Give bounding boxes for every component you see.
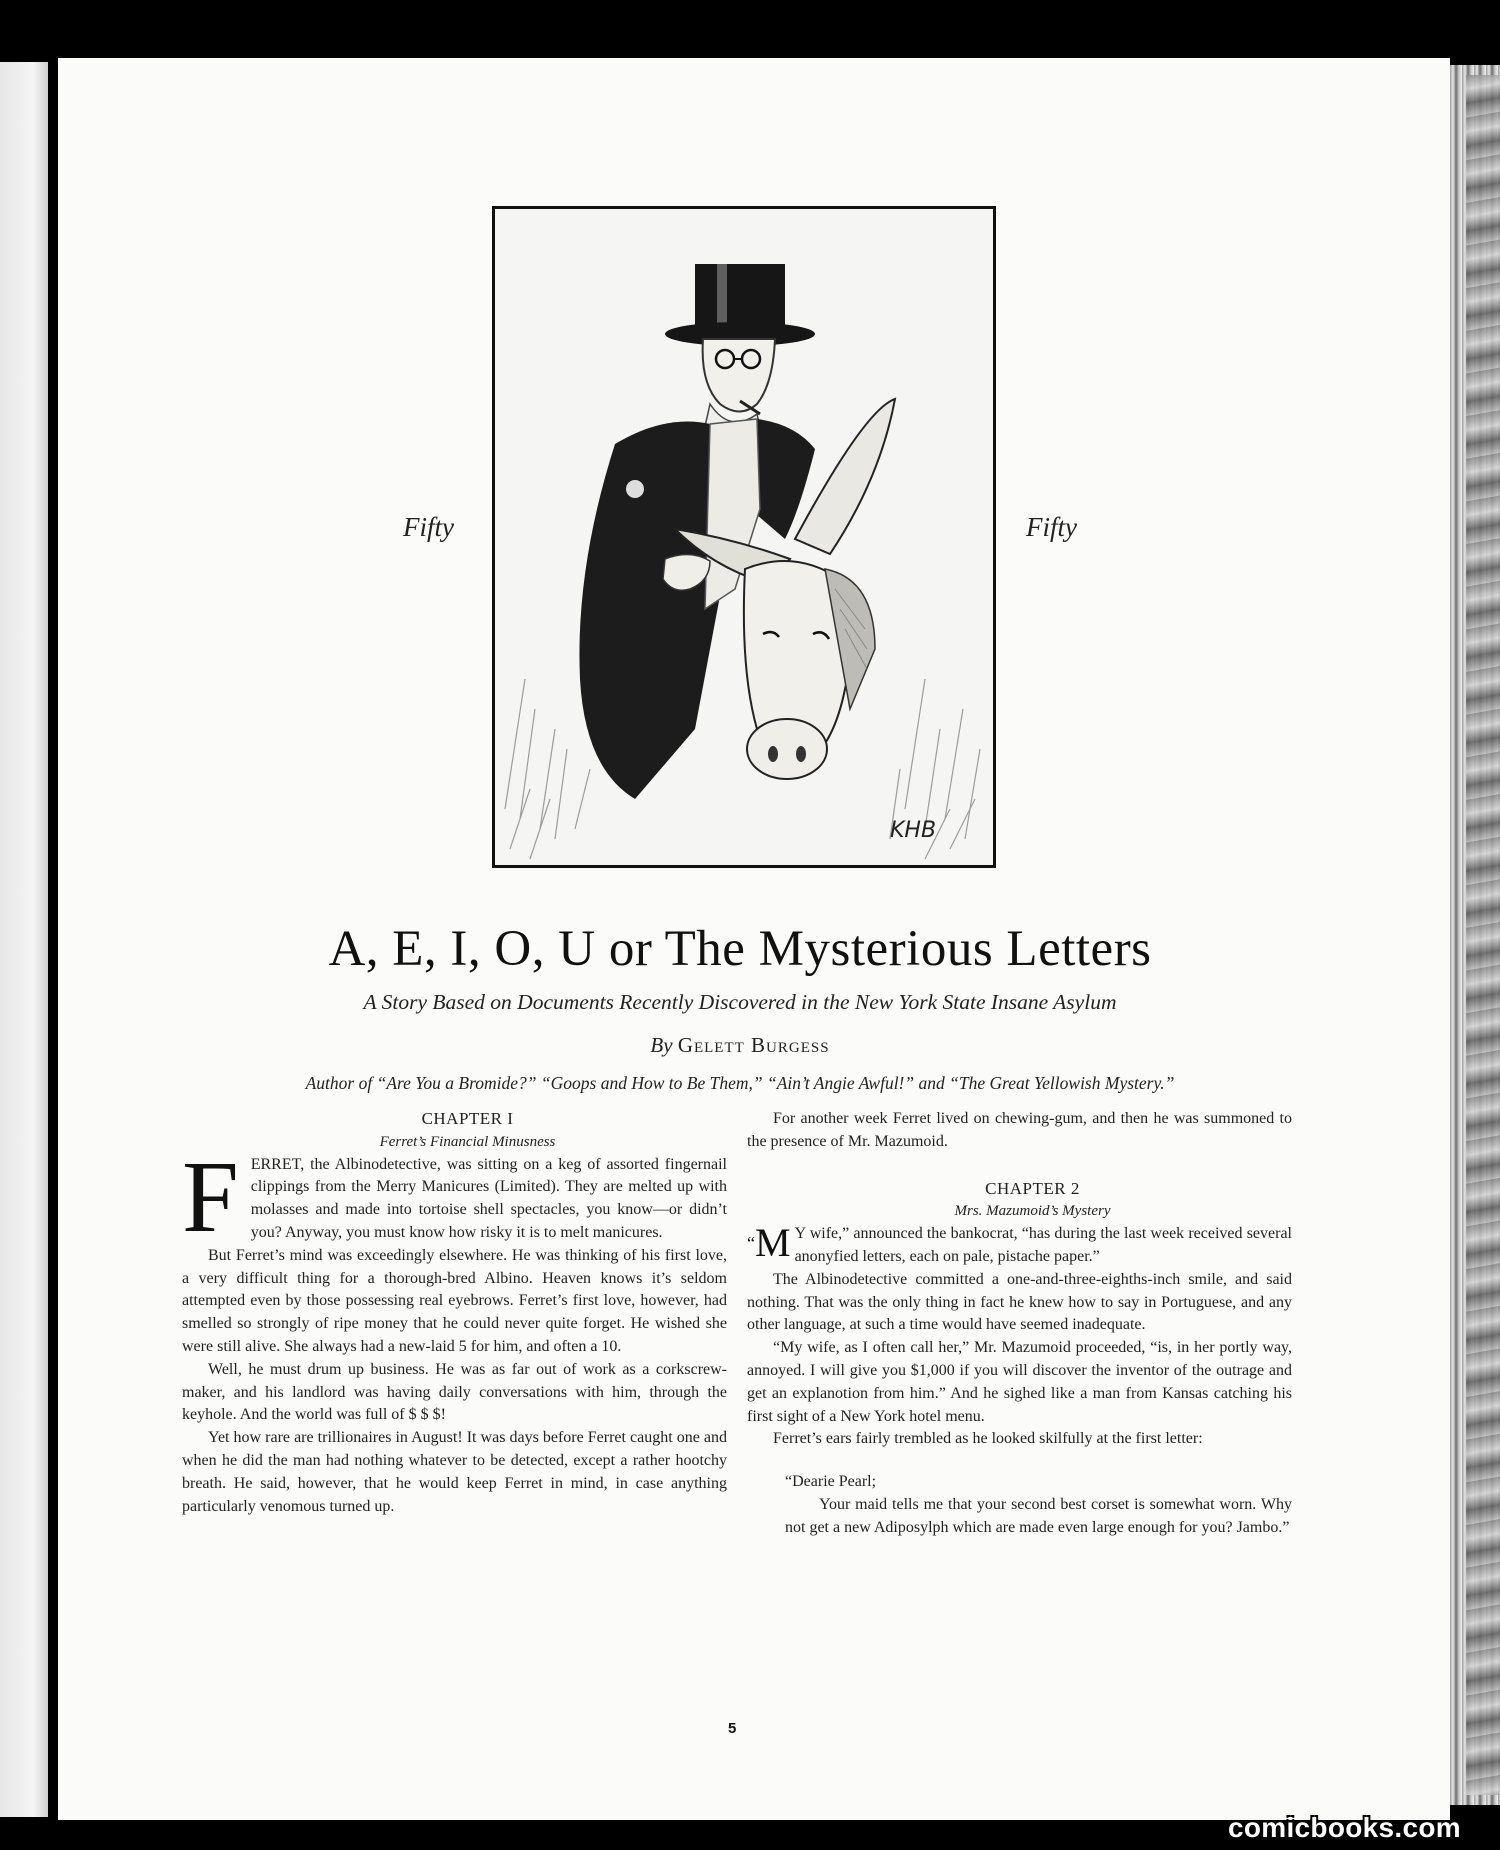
chapter-heading: CHAPTER I: [421, 1109, 514, 1128]
opening-paragraph: [747, 1220, 1292, 1269]
drop-cap: F: [182, 1140, 239, 1254]
chapter-heading: CHAPTER 2: [985, 1178, 1080, 1198]
paragraph: For another week Ferret lived on chewing-gum, and then he was summoned to the presence of Mr. Mazumoid.: [747, 1110, 1292, 1150]
byline: [140, 1033, 1340, 1058]
previous-page-edge: [0, 62, 48, 1817]
paragraph: “My wife, as I often call her,” Mr. Mazumoid proceeded, “is, in her portly way, annoyed. I will give you $1,000 if you will discover the inventor of the outrage and get an explanotion from him.” And he sighed like a man from Kansas catching his first sight of a New York hotel menu.: [747, 1339, 1292, 1425]
page-number: 5: [728, 1720, 737, 1737]
drop-cap-quote: “: [747, 1233, 755, 1254]
chapter-subtitle: Mrs. Mazumoid’s Mystery: [954, 1203, 1111, 1220]
left-column: [182, 1108, 727, 1518]
letter-salutation: “Dearie Pearl;: [785, 1473, 877, 1491]
drop-cap: [747, 1220, 791, 1266]
byline-author: Gelett Burgess: [677, 1033, 830, 1057]
paragraph: Yet how rare are trillionaires in August! It was days before Ferret caught one and when he did the man had nothing whatever to be detected, except a rather hootchy breath. He said, however, that he would keep Ferret in mind, in case anything particularly venomous turned up.: [182, 1429, 727, 1515]
quoted-letter: [785, 1471, 1292, 1539]
letter-body: Your maid tells me that your second best corset is somewhat worn. Why not get a new Adiposylph which are made even large enough for you? Jambo.”: [785, 1495, 1292, 1536]
byline-prefix: By: [650, 1033, 673, 1057]
side-caption-left: Fifty: [403, 512, 454, 542]
story-illustration: [492, 206, 996, 868]
paragraph: But Ferret’s mind was exceedingly elsewhere. He was thinking of his first love, a very difficult thing for a thorough-bred Albino. Heaven knows it’s seldom attempted even by those possessing real eyebrows. Ferret’s first love, however, had smelled so strongly of ripe money that he could never quite forget. He wished she were still alive. She always had a new-laid 5 for him, and often a 10.: [182, 1246, 727, 1355]
paragraph-text: ERRET, the Albinodetective, was sitting on a keg of assorted fingernail clippings from the Merry Manicures (Limited). They are melted up with molasses and made into tortoise shell spectacles, you know—or didn’t you? Anyway, you must know how risky it is to melt manicures.: [250, 1155, 727, 1241]
side-caption-right: Fifty: [1026, 512, 1077, 542]
story-title: A, E, I, O, U or The Mysterious Letters: [328, 921, 1152, 977]
chapter-subtitle: Ferret’s Financial Minusness: [379, 1133, 556, 1150]
illustration-signature: KHB: [890, 818, 937, 843]
author-credit: Author of “Are You a Bromide?” “Goops and How to Be Them,” “Ain’t Angie Awful!” and “The Great Yellowish Mystery.”: [305, 1073, 1175, 1093]
site-watermark: comicbooks.com: [1228, 1812, 1461, 1843]
paragraph: The Albinodetective committed a one-and-three-eighths-inch smile, and said nothing. That was the only thing in fact he knew how to say in Portuguese, and any other language, at such a time would have seemed inadequate.: [747, 1270, 1292, 1334]
marbled-cover-edge: [1466, 75, 1500, 1795]
paragraph: Ferret’s ears fairly trembled as he looked skilfully at the first letter:: [773, 1430, 1203, 1448]
paragraph: Well, he must drum up business. He was as far out of work as a corkscrew-maker, and his landlord was having daily conversations with him, through the keyhole. And the world was full of $ $ $!: [182, 1360, 727, 1424]
right-column: [747, 1108, 1292, 1540]
drop-cap-letter: M: [755, 1220, 791, 1266]
story-subtitle: A Story Based on Documents Recently Discovered in the New York State Insane Asylum: [363, 990, 1117, 1014]
paragraph-text: Y wife,” announced the bankocrat, “has during the last week received several anonyfied letters, each on pale, pistache paper.”: [794, 1225, 1292, 1265]
illustration-drawing: [495, 209, 993, 865]
